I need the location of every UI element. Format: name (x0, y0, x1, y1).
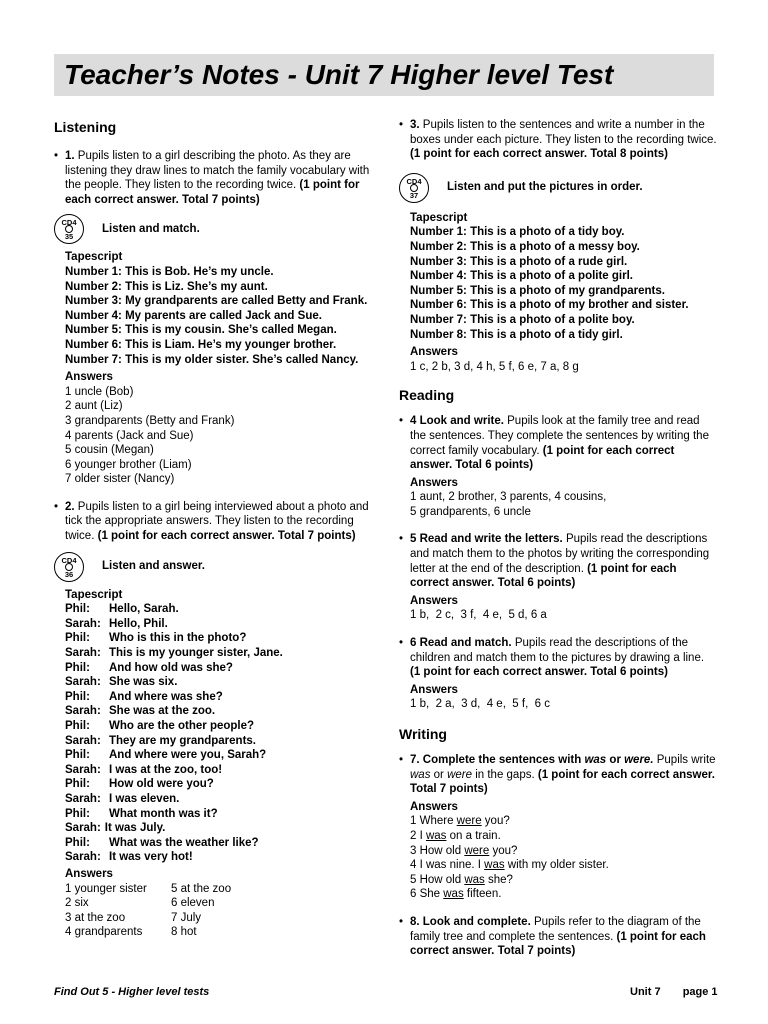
dialogue-line (65, 792, 374, 807)
dialogue-text: It was very hot! (109, 851, 193, 864)
dialogue-speaker: Phil: (65, 778, 90, 791)
listening-heading: Listening (54, 119, 117, 135)
left-column (54, 118, 374, 940)
q1-instruction: Listen and match. (102, 223, 200, 236)
answer-line: 5 grandparents, 6 uncle (410, 505, 531, 518)
answer-line: 1 uncle (Bob) (65, 385, 134, 398)
answer-line: 2 aunt (Liz) (65, 400, 123, 413)
dialogue-speaker: Phil: (65, 749, 90, 762)
cd-track: 37 (409, 190, 419, 200)
dialogue-speaker: Sarah: (65, 734, 101, 747)
answer-pre: 6 She (410, 888, 444, 901)
q7-text-or: or (430, 768, 448, 781)
answer-pre: 1 Where (410, 815, 457, 828)
dialogue-speaker: Sarah: (65, 822, 101, 835)
dialogue-line (65, 777, 374, 792)
dialogue-speaker: Phil: (65, 632, 90, 645)
question-4 (399, 414, 717, 472)
dialogue-speaker: Sarah: (65, 647, 101, 660)
q4-text: Pupils look at the family tree and read the sentences. They complete the sentences by writing the correct family vocabulary. (410, 415, 709, 457)
dialogue-speaker: Sarah: (65, 617, 101, 630)
dialogue-line (65, 850, 374, 865)
dialogue-speaker: Phil: (65, 603, 90, 616)
answer-item: 5 at the zoo (171, 882, 232, 895)
answer-line: 4 parents (Jack and Sue) (65, 429, 194, 442)
answer-line (410, 887, 717, 902)
answer-line (410, 844, 717, 859)
dialogue-line (65, 763, 374, 778)
q5-answers-label: Answers (410, 594, 458, 607)
q7-title-were: were. (624, 754, 654, 766)
dialogue-line (65, 661, 374, 676)
cd-track: 36 (64, 569, 74, 579)
tapescript-line: Number 4: My parents are called Jack and Sue. (65, 309, 322, 322)
q2-number: 2. (65, 500, 75, 513)
cd-icon (54, 552, 84, 582)
answer-word: was (484, 859, 505, 872)
q3-tapescript-label: Tapescript (410, 211, 468, 224)
tapescript-line: Number 3: My grandparents are called Betty and Frank. (65, 295, 368, 308)
answer-post: on a train. (446, 829, 501, 842)
tapescript-line: Number 3: This is a photo of a rude girl. (410, 255, 628, 268)
question-7 (399, 753, 717, 797)
q3-answers: 1 c, 2 b, 3 d, 4 h, 5 f, 6 e, 7 a, 8 g (410, 360, 579, 373)
dialogue-text: I was eleven. (109, 792, 180, 805)
footer-unit: Unit 7 (630, 986, 661, 998)
q1-points: (1 point for each correct answer. Total 7 points) (65, 179, 360, 206)
dialogue-line (65, 646, 374, 661)
question-2 (54, 500, 374, 544)
q2-tapescript (54, 588, 374, 940)
q7-title (410, 754, 654, 766)
answer-item: 3 at the zoo (65, 911, 126, 924)
tapescript-line: Number 2: This is a photo of a messy boy. (410, 240, 640, 253)
q2-text: Pupils listen to a girl being interviewed about a photo and tick the appropriate answers. They listen to the recording twice. (65, 500, 369, 543)
answer-item: 8 hot (171, 926, 197, 939)
cd-icon (54, 214, 84, 244)
q1-cd-row (54, 212, 374, 246)
q3-tapescript (399, 211, 717, 375)
answer-post: you? (489, 844, 518, 857)
dialogue-speaker: Sarah: (65, 851, 101, 864)
dialogue-speaker: Sarah: (65, 763, 101, 776)
q2-cd-row (54, 550, 374, 584)
answer-line (410, 814, 717, 829)
answer-word: was (425, 829, 447, 842)
dialogue-speaker: Sarah: (65, 792, 101, 805)
q7-answers-block (399, 800, 717, 902)
question-1 (54, 149, 374, 207)
dialogue-speaker: Sarah: (65, 676, 101, 689)
q3-instruction: Listen and put the pictures in order. (447, 181, 643, 194)
q6-answers: 1 b, 2 a, 3 d, 4 e, 5 f, 6 c (410, 698, 550, 711)
q4-answers-label: Answers (410, 476, 458, 489)
dialogue-text: It was July. (104, 822, 166, 835)
q5-answers: 1 b, 2 c, 3 f, 4 e, 5 d, 6 a (410, 609, 547, 622)
question-6 (399, 636, 717, 680)
q3-cd-row (399, 171, 717, 205)
dialogue-line (65, 602, 374, 617)
q8-points: (1 point for each correct answer. Total 7 points) (410, 930, 706, 958)
q7-title-was: was (584, 754, 607, 766)
dialogue-speaker: Phil: (65, 661, 90, 674)
q7-title-a: 7. Complete the sentences with (410, 754, 585, 766)
answer-word: was (464, 873, 485, 886)
writing-heading: Writing (399, 726, 447, 742)
q5-points: (1 point for each correct answer. Total 6 points) (410, 562, 677, 590)
dialogue-text: What was the weather like? (109, 836, 259, 849)
q3-points: (1 point for each correct answer. Total 8 points) (410, 148, 668, 161)
q7-title-or: or (606, 754, 625, 766)
q2-dialogue (65, 602, 374, 865)
dialogue-text: How old were you? (109, 778, 214, 791)
dialogue-line (65, 617, 374, 632)
answer-item: 4 grandparents (65, 926, 143, 939)
answer-post: you? (481, 815, 510, 828)
q1-answers-label: Answers (65, 371, 113, 384)
dialogue-line (65, 748, 374, 763)
answer-item: 7 July (171, 911, 202, 924)
answer-word: were (464, 844, 490, 857)
q2-answers (65, 882, 374, 940)
dialogue-line (65, 734, 374, 749)
q2-tapescript-label: Tapescript (65, 588, 123, 601)
answer-line (410, 829, 717, 844)
cd-icon (399, 173, 429, 203)
tapescript-line: Number 4: This is a photo of a polite girl. (410, 270, 633, 283)
question-8 (399, 915, 717, 959)
dialogue-text: And where were you, Sarah? (109, 749, 267, 762)
dialogue-line (65, 631, 374, 646)
tapescript-line: Number 7: This is my older sister. She’s called Nancy. (65, 353, 359, 366)
dialogue-text: And where was she? (109, 690, 223, 703)
dialogue-line (65, 675, 374, 690)
answer-post: fifteen. (463, 888, 502, 901)
title-bar (54, 54, 714, 96)
cd-label: CD4 (61, 218, 77, 228)
answer-line: 7 older sister (Nancy) (65, 473, 175, 486)
dialogue-text: This is my younger sister, Jane. (109, 647, 283, 660)
q4-title: 4 Look and write. (410, 415, 504, 428)
q7-points: (1 point for each correct answer. Total 7 points) (410, 768, 715, 796)
answer-item: 1 younger sister (65, 882, 147, 895)
dialogue-speaker: Phil: (65, 807, 90, 820)
dialogue-line (65, 719, 374, 734)
dialogue-speaker: Phil: (65, 720, 90, 732)
question-3 (399, 118, 717, 162)
q7-text-were: were (447, 768, 473, 781)
q6-answers-block (399, 683, 717, 712)
q1-tapescript-label: Tapescript (65, 251, 123, 264)
q1-number: 1. (65, 150, 75, 162)
q6-points: (1 point for each correct answer. Total 6 points) (410, 666, 668, 679)
dialogue-line (65, 704, 374, 719)
question-5 (399, 532, 717, 590)
dialogue-line (65, 807, 374, 822)
dialogue-text: What month was it? (109, 807, 218, 820)
cd-label: CD4 (61, 555, 77, 565)
answer-pre: 2 I (410, 829, 426, 842)
q7-answers-label: Answers (410, 800, 458, 813)
tapescript-line: Number 6: This is Liam. He’s my younger brother. (65, 338, 337, 351)
q7-answers (410, 814, 717, 902)
dialogue-text: She was six. (109, 676, 178, 689)
answer-post: she? (484, 873, 513, 886)
footer-page: page 1 (682, 986, 718, 998)
dialogue-text: She was at the zoo. (109, 705, 216, 718)
q6-title: 6 Read and match. (410, 637, 512, 650)
dialogue-text: Hello, Phil. (109, 617, 168, 630)
dialogue-line (65, 836, 374, 851)
dialogue-text: Who is this in the photo? (109, 632, 247, 645)
q8-title: 8. Look and complete. (410, 915, 531, 928)
q5-title: 5 Read and write the letters. (410, 533, 563, 546)
dialogue-speaker: Phil: (65, 836, 90, 849)
answer-line: 6 younger brother (Liam) (65, 458, 192, 471)
q6-text: Pupils read the descriptions of the children and match them to the pictures by drawing a line. (410, 637, 705, 664)
tapescript-line: Number 8: This is a photo of a tidy girl. (410, 328, 623, 341)
dialogue-text: And how old was she? (109, 661, 233, 674)
q5-answers-block (399, 594, 717, 623)
page-title: Teacher’s Notes - Unit 7 Higher level Test (64, 59, 614, 90)
tapescript-line: Number 6: This is a photo of my brother and sister. (410, 299, 689, 312)
answer-pre: 3 How old (410, 844, 465, 857)
q4-points: (1 point for each correct answer. Total 6 points) (410, 444, 675, 472)
footer-page-info (630, 985, 718, 1000)
q5-text: Pupils read the descriptions and match them to the photos by writing the corresponding letter at the end of the description. (410, 533, 710, 575)
answer-word: were (456, 815, 482, 828)
footer-book-title: Find Out 5 - Higher level tests (54, 986, 210, 998)
answer-word: was (443, 888, 464, 901)
q1-text: Pupils listen to a girl describing the photo. As they are listening they draw lines to match the family vocabulary with the people. They listen to the recording twice. (65, 150, 370, 192)
dialogue-text: Hello, Sarah. (109, 603, 179, 616)
answer-pre: 5 How old (410, 873, 465, 886)
dialogue-speaker: Phil: (65, 690, 90, 703)
answer-item: 6 eleven (171, 897, 215, 910)
q6-answers-label: Answers (410, 683, 458, 696)
reading-heading: Reading (399, 387, 455, 404)
right-column (399, 118, 717, 959)
q3-number: 3. (410, 119, 420, 131)
dialogue-line (65, 690, 374, 705)
q2-answers-label: Answers (65, 867, 113, 880)
cd-label: CD4 (406, 176, 422, 186)
q2-instruction: Listen and answer. (102, 560, 205, 573)
q2-points: (1 point for each correct answer. Total 7 points) (97, 530, 356, 543)
q7-text-a: Pupils write (656, 754, 716, 766)
q3-text: Pupils listen to the sentences and write a number in the boxes under each picture. They listen to the recording twice. (410, 119, 717, 146)
answer-line: 1 aunt, 2 brother, 3 parents, 4 cousins, (410, 491, 607, 504)
answer-post: with my older sister. (504, 859, 609, 872)
q3-answers-label: Answers (410, 346, 458, 359)
tapescript-line: Number 2: This is Liz. She’s my aunt. (65, 280, 268, 293)
dialogue-text: They are my grandparents. (109, 734, 256, 747)
dialogue-line (65, 821, 374, 836)
tapescript-line: Number 5: This is my cousin. She’s called Megan. (65, 324, 337, 337)
answer-line: 5 cousin (Megan) (65, 444, 154, 457)
tapescript-line: Number 1: This is a photo of a tidy boy. (410, 226, 625, 239)
answer-item: 2 six (65, 897, 89, 910)
tapescript-line: Number 5: This is a photo of my grandparents. (410, 284, 665, 297)
dialogue-text: Who are the other people? (109, 720, 255, 732)
q4-answers-block (399, 476, 717, 520)
q7-text-b: in the gaps. (472, 768, 535, 781)
dialogue-speaker: Sarah: (65, 705, 101, 718)
dialogue-text: I was at the zoo, too! (109, 763, 223, 776)
q1-tapescript (54, 250, 374, 487)
tapescript-line: Number 1: This is Bob. He’s my uncle. (65, 265, 274, 278)
answer-pre: 4 I was nine. I (410, 859, 485, 872)
answer-line (410, 858, 717, 873)
answer-line: 3 grandparents (Betty and Frank) (65, 414, 235, 427)
answer-line (410, 873, 717, 888)
q8-text: Pupils refer to the diagram of the family tree and complete the sentences. (410, 915, 701, 943)
q7-text-was: was (410, 768, 431, 781)
cd-track: 35 (64, 232, 74, 242)
tapescript-line: Number 7: This is a photo of a polite boy. (410, 313, 635, 326)
